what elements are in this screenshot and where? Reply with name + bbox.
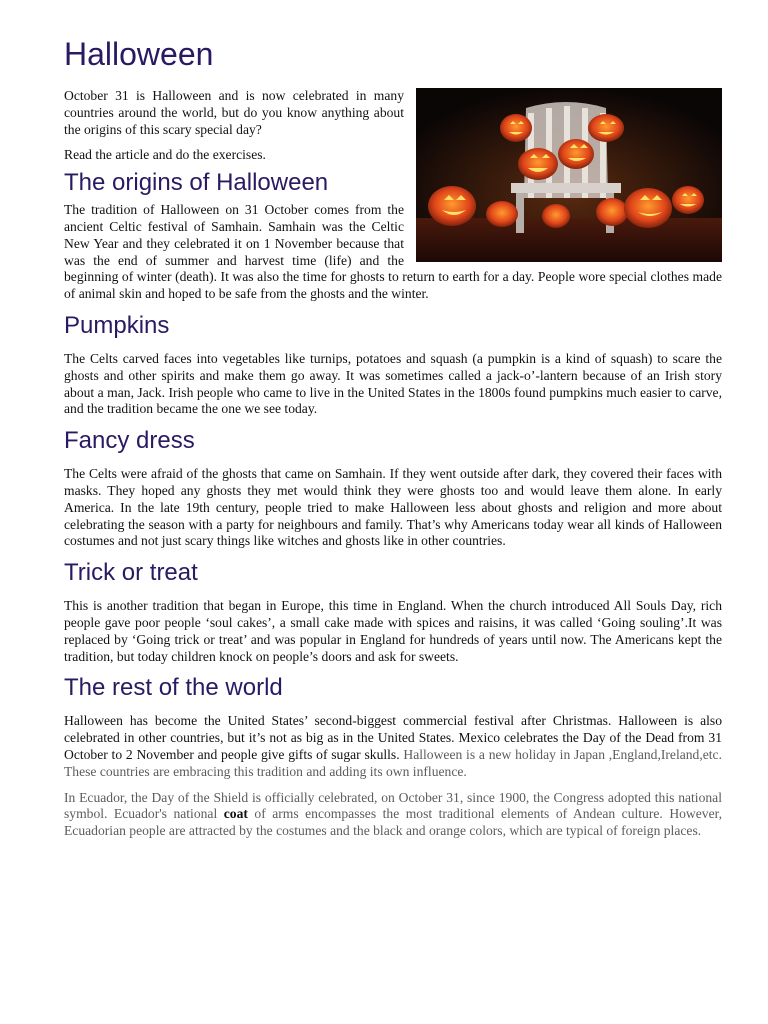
rest-of-world-paragraph [64,713,722,780]
ecuador-text-a: In Ecuador, the Day of the Shield is officially celebrated, on October 31, since 1900, the Congress adopted this national symbol. Ecuador's national [64,789,722,822]
pumpkins-paragraph: The Celts carved faces into vegetables like turnips, potatoes and squash (a pumpkin is a kind of squash) to scare the ghosts and other spirits and make them go away. It was sometimes called a jack-o’-lantern because of an Irish story about a man, Jack. Irish people who came to live in the United States in the 1800s found pumpkins much easier to carve, and the tradition became the one we see today. [64,350,722,417]
heading-rest-of-world: The rest of the world [64,674,283,702]
ecuador-bold-word: coat [223,806,248,822]
ecuador-text-b: of arms encompasses the most traditional elements of Andean culture. However, Ecuadorian people are attracted by the costumes and the black and orange colors, which are typical of foreign places. [64,806,722,839]
article [64,0,722,840]
spacer [64,74,722,88]
rest-of-world-grey-text: Halloween is a new holiday in Japan ,England,Ireland,etc. These countries are embracing this tradition and adding its own influence. [64,746,722,779]
origins-paragraph: The tradition of Halloween on 31 October comes from the ancient Celtic festival of Samhain. Samhain was the Celtic New Year and they celebrated it on 1 November because that was the end of summer and harvest time (life) and the beginning of winter (death). It was also the time for ghosts to return to earth for a day. People wore special clothes made of animal skin and hoped to be safe from the ghosts and the winter. [64,202,722,302]
trick-or-treat-paragraph: This is another tradition that began in Europe, this time in England. When the church introduced All Souls Day, rich people gave poor people ‘soul cakes’, a small cake made with spices and raisins, it was called ‘Going souling’.It was replaced by ‘Going trick or treat’ and was popular in England for hundreds of years until now. The Americans kept the tradition, but today children knock on people’s doors and ask for sweets. [64,598,722,664]
rest-of-world-text: Halloween has become the United States’ second-biggest commercial festival after Christmas. Halloween is also celebrated in other countries, but it’s not as big as in the United States. Mexico celebrates the Day of the Dead from 31 October to 2 November and people give gifts of sugar skulls. [64,713,722,762]
heading-origins: The origins of Halloween [64,169,329,197]
intro-paragraph: October 31 is Halloween and is now celebrated in many countries around the world, but do you know anything about the origins of this scary special day? [64,88,404,137]
heading-fancy-dress: Fancy dress [64,427,195,455]
heading-pumpkins: Pumpkins [64,311,170,339]
page-title: Halloween [64,36,214,72]
instruction-paragraph: Read the article and do the exercises. [64,147,266,163]
heading-trick-or-treat: Trick or treat [64,559,198,587]
ecuador-paragraph [64,790,722,840]
jack-o-lantern-photo [416,88,722,262]
fancy-dress-paragraph: The Celts were afraid of the ghosts that came on Samhain. If they went outside after dark, they covered their faces with masks. They hoped any ghosts they met would think they were ghosts too and would leave them alone. In early America. In the late 19th century, people tried to make Halloween less about ghosts and religion and more about celebrating the season with a party for neighbours and family. That’s why Americans today wear all kinds of Halloween costumes and not just scary things like witches and ghosts like in other countries. [64,466,722,549]
